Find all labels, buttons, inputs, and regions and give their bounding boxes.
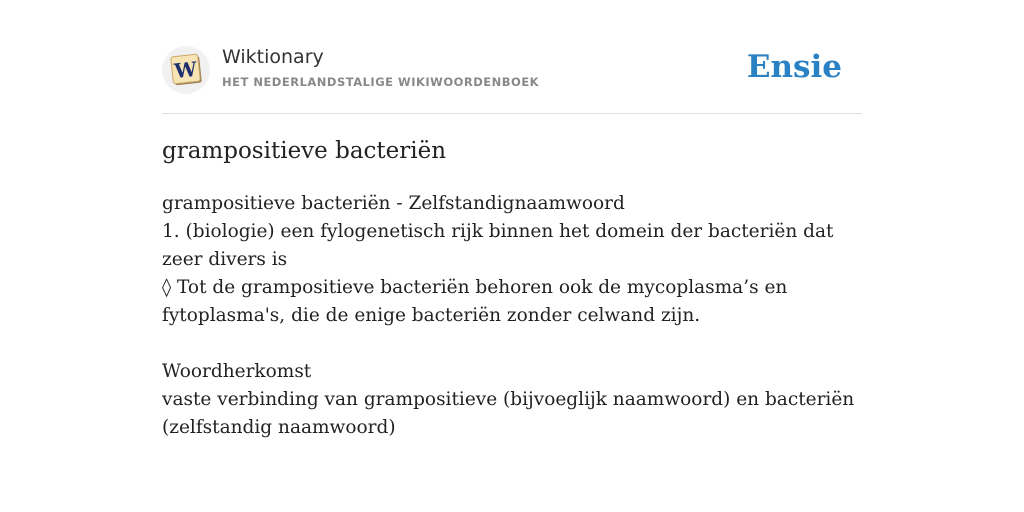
site-tagline: HET NEDERLANDSTALIGE WIKIWOORDENBOEK <box>222 75 540 89</box>
etymology-heading: Woordherkomst <box>162 361 312 382</box>
site-name[interactable]: Wiktionary <box>222 46 324 68</box>
logo-letter: W <box>173 56 199 84</box>
example-sentence: ◊ Tot de grampositieve bacteriën behoren ook de mycoplasma’s en fytoplasma's, die de enige bacteriën zonder celwand zijn. <box>162 277 788 326</box>
definition: 1. (biologie) een fylogenetisch rijk binnen het domein der bacteriën dat zeer divers is <box>162 221 834 270</box>
ensie-brand-logo[interactable]: Ensie <box>746 49 842 85</box>
site-header <box>162 0 862 114</box>
entry-content <box>162 190 867 442</box>
entry-heading: grampositieve bacteriën - Zelfstandignaamwoord <box>162 193 625 214</box>
etymology-text: vaste verbinding van grampositieve (bijvoeglijk naamwoord) en bacteriën (zelfstandig naamwoord) <box>162 389 855 438</box>
wiktionary-logo-icon[interactable] <box>162 46 210 94</box>
spacer <box>162 330 867 358</box>
page <box>162 0 862 438</box>
page-title: grampositieve bacteriën <box>162 138 447 164</box>
